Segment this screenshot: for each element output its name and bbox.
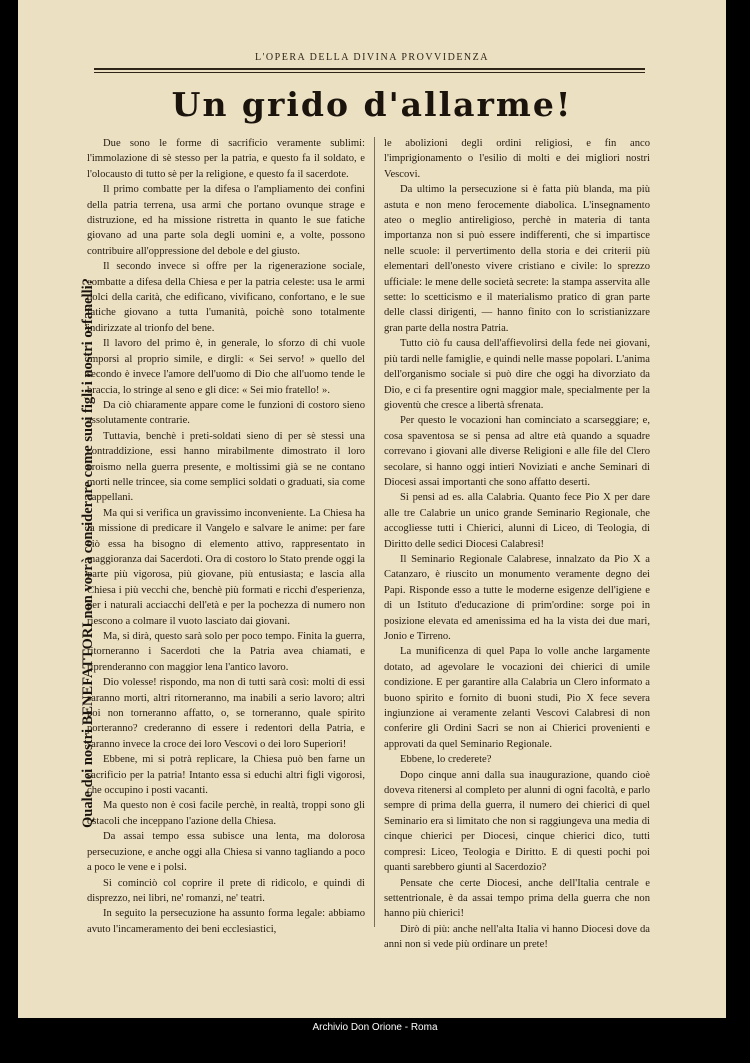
paragraph: Da assai tempo essa subisce una lenta, ma dolorosa persecuzione, e anche oggi alla Chiesa si vanno tagliando a poco a poco le vene e i polsi. [87, 831, 365, 874]
paragraph: Si cominciò col coprire il prete di ridicolo, e quindi di disprezzo, nei libri, ne' romanzi, ne' teatri. [87, 877, 365, 904]
archive-footer: Archivio Don Orione - Roma [312, 1022, 438, 1033]
paragraph: Dio volesse! rispondo, ma non di tutti sarà così: molti di essi saranno morti, altri ritorneranno, ma inabili a serio lavoro; altri poi non torneranno affatto, o, se torneranno, quale spirito porteranno? crederanno di essere i redentori della Patria, e saranno invece la croce dei loro Vescovi o dei loro Superiori! [87, 677, 365, 750]
paragraph: Ma qui si verifica un gravissimo inconveniente. La Chiesa ha la missione di predicare il Vangelo e salvare le anime: per fare ciò essa ha bisogno di elemento attivo, rappresentato in maggioranza dai Sacerdoti. Ora di costoro lo Stato prende oggi la parte più vigorosa, più giovane, più entusiasta; e lascia alla Chiesa i più vecchi che, benchè più formati e ricchi d'esperienza, per i naturali acciacchi dell'età e per la pochezza di numero non riescono a colmare il vuoto lasciato dai giovani. [87, 507, 365, 627]
paragraph: Dirò di più: anche nell'alta Italia vi hanno Diocesi dove da anni non si vede più ordinare un prete! [384, 923, 650, 951]
paragraph: le abolizioni degli ordini religiosi, e fin anco l'imprigionamento o l'esilio di molti e dei migliori nostri Vescovi. [384, 138, 650, 180]
paragraph: Per questo le vocazioni han cominciato a scarseggiare; e, cosa spaventosa se si pensa ad altre età quando a squadre correvano i giovani alle diverse Religioni e alle file del Clero secolare, si hanno oggi intieri Noviziati e anche Seminari di Diocesi assai importanti che sono affatto deserti. [384, 415, 650, 488]
magazine-page [18, 0, 726, 1018]
paragraph: Pensate che certe Diocesi, anche dell'Italia centrale e settentrionale, è da assai tempo prima della guerra che non hanno più chierici! [384, 877, 650, 920]
running-head: L'OPERA DELLA DIVINA PROVVIDENZA [255, 52, 489, 63]
left-column [87, 136, 365, 936]
side-vertical-text: Quale dei nostri BENEFATTORI non vorrà considerare come suoi figli i nostri orfanelli? [80, 278, 96, 828]
paragraph: Ma questo non è così facile perchè, in realtà, troppi sono gli ostacoli che inceppano l'azione della Chiesa. [87, 800, 365, 827]
paragraph: Il primo combatte per la difesa o l'ampliamento dei confini della patria terrena, usa armi che portano ovunque strage e distruzione, ed ha missione ristretta in quanto le sue fatiche giovano ad una parte sola degli uomini e, a volte, possono contribuire all'oppressione del debole e del giusto. [87, 184, 365, 257]
paragraph: Ebbene, mi si potrà replicare, la Chiesa può ben farne un sacrificio per la patria! Intanto essa si educhi altri figli vigorosi, che occupino i posti vacanti. [87, 754, 365, 797]
paragraph: Da ciò chiaramente appare come le funzioni di costoro sieno assolutamente contrarie. [87, 399, 365, 427]
paragraph: Ebbene, lo crederete? [400, 754, 492, 766]
header-rule [94, 68, 645, 70]
paragraph: In seguito la persecuzione ha assunto forma legale: abbiamo avuto l'incameramento dei beni ecclesiastici, [87, 908, 365, 935]
column-divider [374, 137, 375, 927]
header-rule-thin [94, 72, 645, 73]
paragraph: Due sono le forme di sacrificio veramente sublimi: l'immolazione di sè stesso per la patria, e questo fa il soldato, e l'olocausto di tutto sè per la religione, e questo fa il sacerdote. [87, 138, 365, 180]
article-title: Un grido d'allarme! [171, 85, 573, 124]
paragraph: Il secondo invece si offre per la rigenerazione sociale, combatte a difesa della Chiesa e per la patria celeste: usa le armi dolci della carità, che edificano, vivificano, confortano, e le sue fatiche giovano a tutta l'umanità, poichè sono totalmente indirizzate al trionfo del bene. [87, 261, 365, 334]
paragraph: Tuttavia, benchè i preti-soldati sieno di per sè stessi una contraddizione, essi hanno mirabilmente dimostrato il loro eroismo nella guerra presente, e moltissimi già se ne contano morti nelle trincee, sia come semplici soldati o graduati, sia come cappellani. [87, 430, 365, 504]
paragraph: Da ultimo la persecuzione si è fatta più blanda, ma più astuta e non meno ferocemente diabolica. L'insegnamento ateo o meglio antireligioso, perchè in materia di tanta importanza non si può essere indifferenti, che si impartisce nelle scuole: il pervertimento della storia e dei criterii più elementari dell'onesto vivere cristiano e civile: lo sprezzo ufficiale: le mene delle società secrete: la stampa asservita alle sette: lo scetticismo e il materialismo pratico di gran parte delle classi dirigenti, — hanno finito con lo scristianizzare gran parte della nostra Patria. [384, 184, 650, 334]
paragraph: Dopo cinque anni dalla sua inaugurazione, quando cioè doveva ritenersi al completo per alunni di ogni facoltà, e parlo sempre di prima della guerra, il numero dei chierici di quel Seminario era sì limitato che non si raggiungeva una media di cinque chierici per Diocesi, cinque chierici dico, tutti compresi: Liceo, Teologia e Diritto. E di questi pochi poi quanti sarebbero giunti al Sacerdozio? [384, 769, 650, 874]
paragraph: Tutto ciò fu causa dell'affievolirsi della fede nei giovani, più tardi nelle famiglie, e quindi nelle masse popolari. L'anima dell'organismo sociale si può dire che oggi ha divorziato da Dio, e ci fa presentire ogni maggior male, specialmente per la gioventù che cresce a libertà sfrenata. [384, 338, 650, 411]
paragraph: La munificenza di quel Papa lo volle anche largamente dotato, ad agevolare le vocazioni dei chierici di umile condizione. E per garantire alla Calabria un Clero informato a buono spirito e fornito di buoni studi, Pio X fece severa ingiunzione ai veramente zelanti Vescovi Calabresi di non conferire gli Ordini Sacri se non ai Chierici provenienti e approvati da quel Seminario Regionale. [384, 646, 650, 750]
paragraph: Il lavoro del primo è, in generale, lo sforzo di chi vuole imporsi al proprio simile, e dirgli: « Sei servo! » quello del secondo è invece l'amore dell'uomo di Dio che all'uomo tende le braccia, lo stringe al seno e gli dice: « Sei mio fratello! ». [87, 338, 365, 396]
right-column [384, 136, 650, 951]
paragraph: Si pensi ad es. alla Calabria. Quanto fece Pio X per dare alle tre Calabrie un unico grande Seminario Regionale, che accogliesse tutti i Chierici, alunni di Liceo, di Teologia, di Diritto delle sedici Diocesi Calabresi! [384, 492, 650, 550]
paragraph: Il Seminario Regionale Calabrese, innalzato da Pio X a Catanzaro, è riuscito un monumento veramente degno dei Papi. Risponde esso a tutte le moderne esigenze dell'igiene e di un Istituto d'educazione di prim'ordine: sorge poi in posizione elevata ed amenissima ed ha la vista dei due mari, Jonio e Tirreno. [384, 553, 650, 642]
paragraph: Ma, si dirà, questo sarà solo per poco tempo. Finita la guerra, ritorneranno i Sacerdoti che la Patria avea chiamati, e riprenderanno con maggior lena l'antico lavoro. [87, 631, 365, 673]
